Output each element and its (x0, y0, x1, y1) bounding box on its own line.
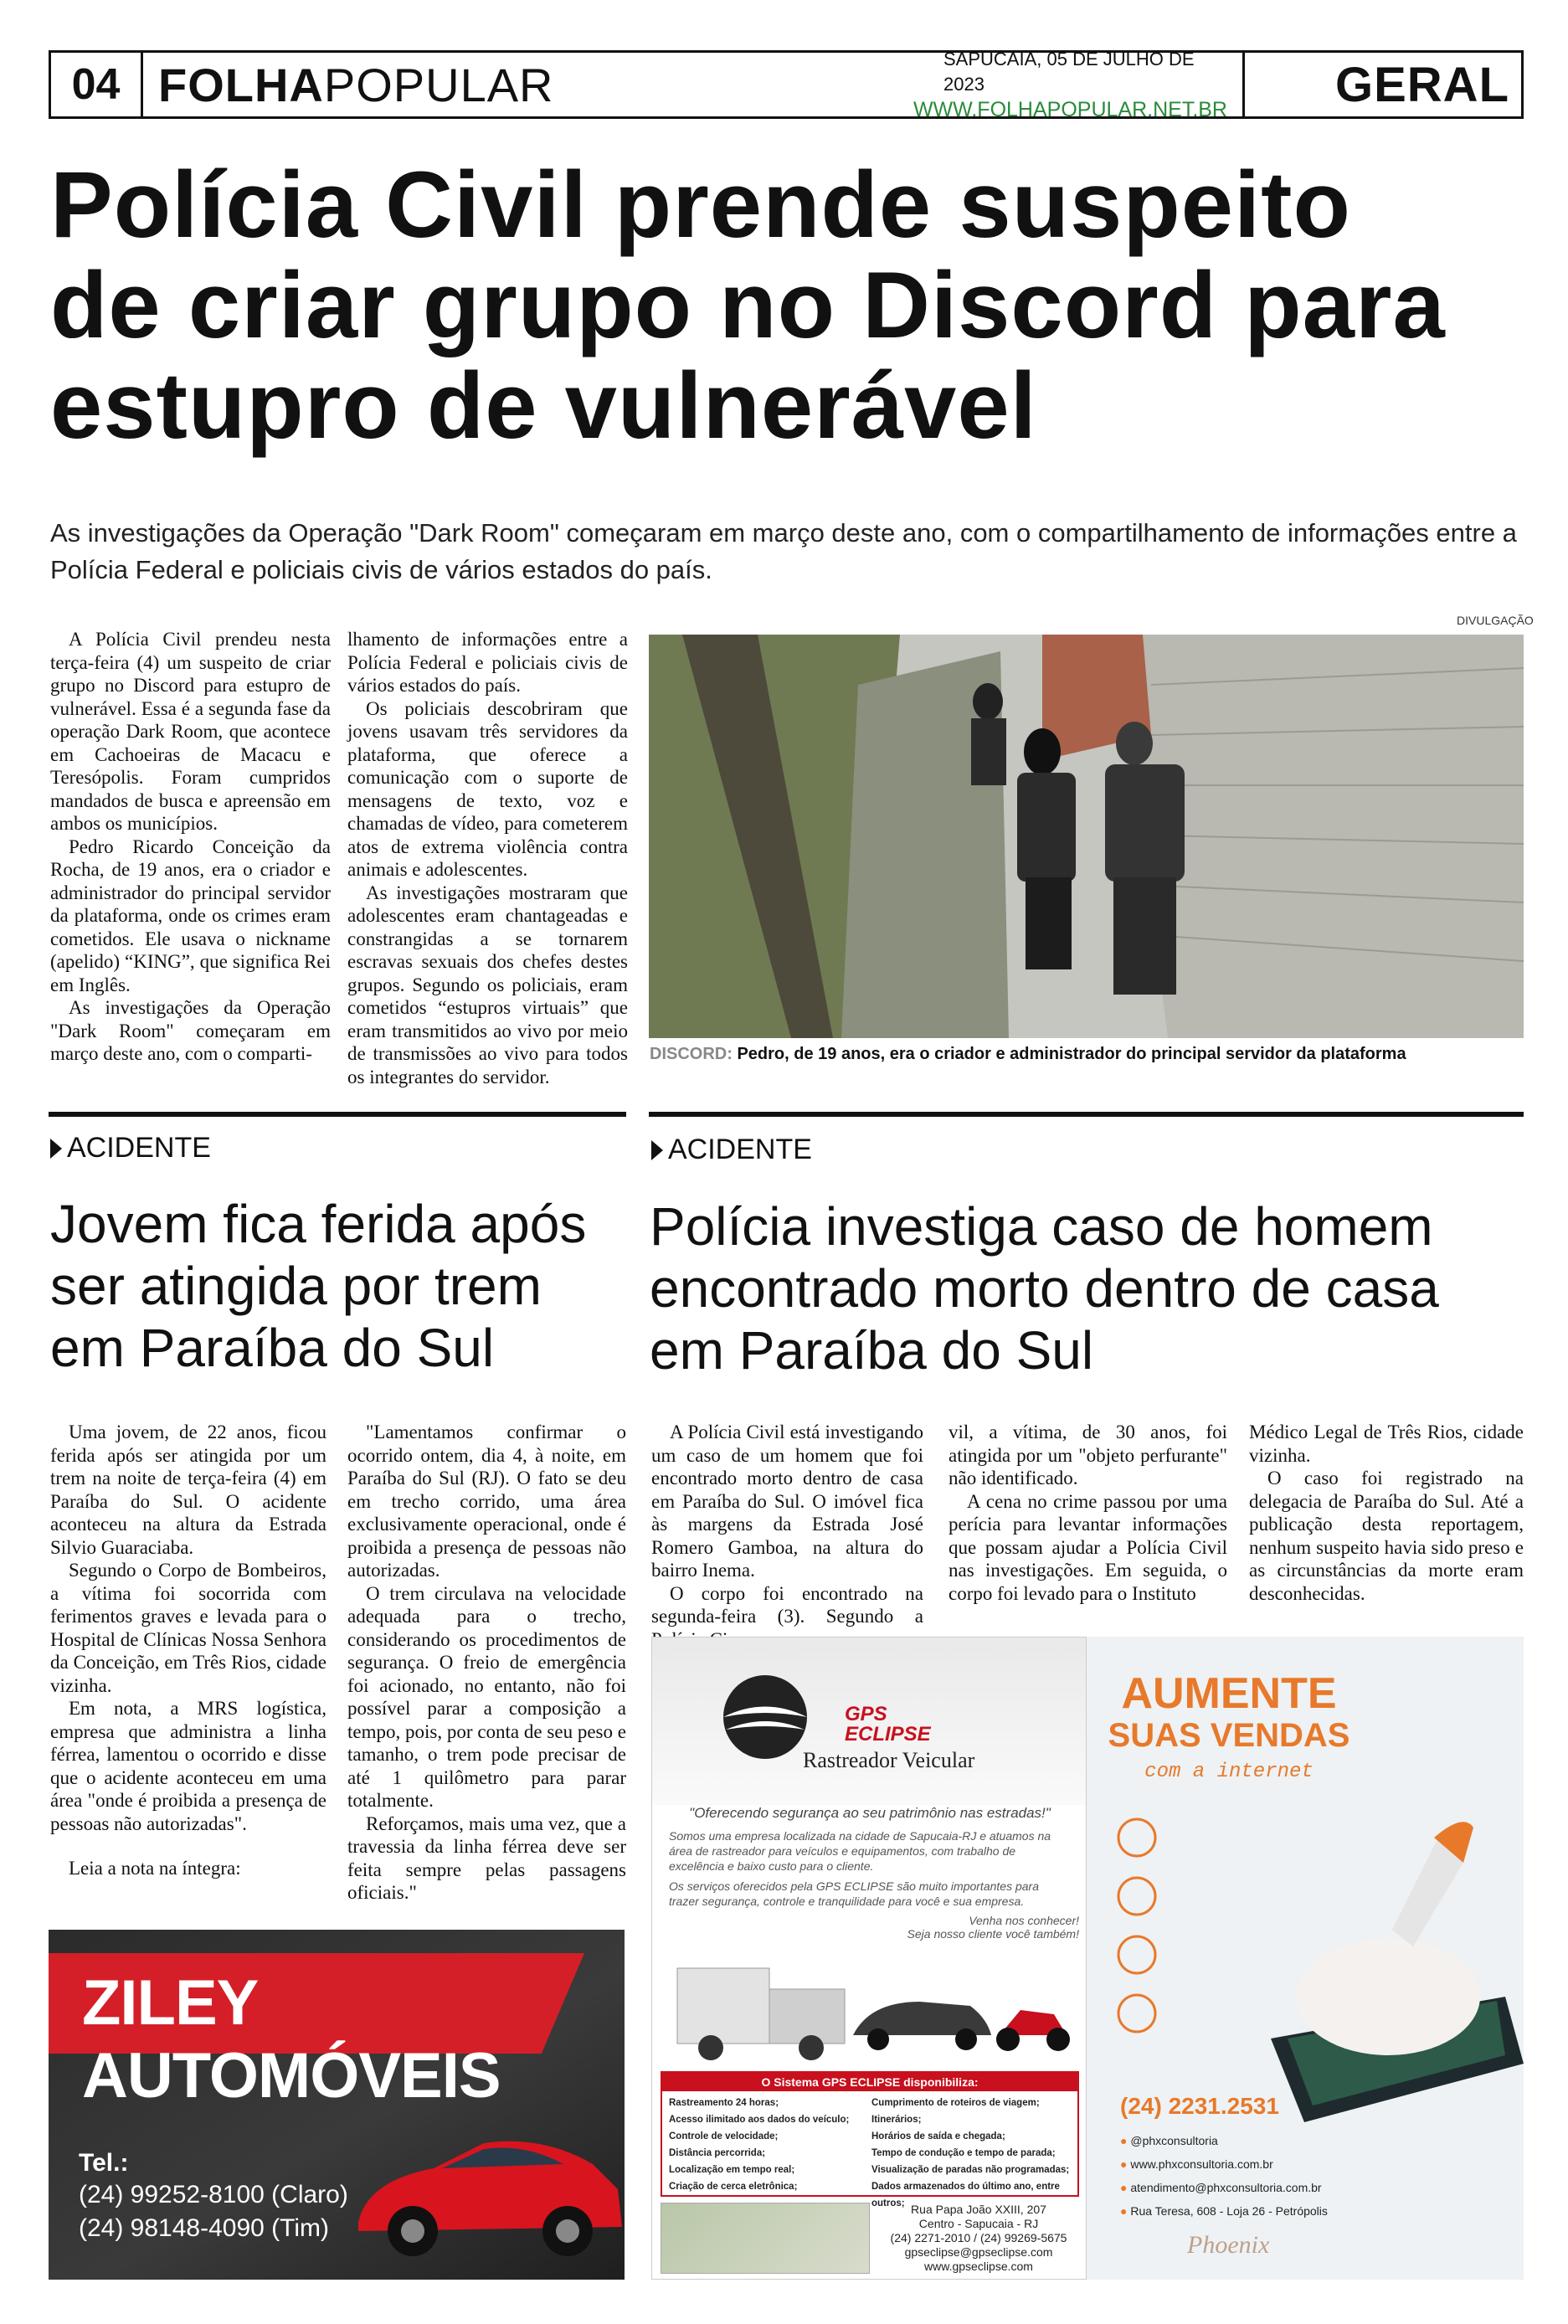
kicker-right (651, 1134, 812, 1166)
edition-date: SAPUCAIA, 05 DE JULHO DE 2023 (943, 49, 1195, 95)
paragraph: Médico Legal de Três Rios, cidade vizinha. (1249, 1422, 1524, 1466)
feature-item: Rastreamento 24 horas; (669, 2098, 779, 2108)
paragraph: A Polícia Civil prendeu nesta terça-feira (4) um suspeito de criar grupo no Discord para estupro de vulnerável. Essa é a segunda fase da operação Dark Room, que acontece em Cachoeiras de Macacu e Teresópolis. Foram cumpridos mandados de busca e apreensão em ambos os municípios. (50, 629, 331, 834)
feature-item: Criação de cerca eletrônica; (669, 2182, 798, 2192)
paragraph: Uma jovem, de 22 anos, ficou ferida após ser atingida por um trem na noite de terça-feira (4) em Paraíba do Sul. O acidente aconteceu na altura da Estrada Silvio Guaraciaba. (50, 1422, 326, 1558)
feature-item: Cumprimento de roteiros de viagem; (871, 2098, 1040, 2108)
instagram-text: @phxconsultoria (1130, 2134, 1218, 2147)
gps-brand-line-2: ECLIPSE (845, 1723, 931, 1746)
eclipse-logo-icon (719, 1671, 811, 1763)
right-column-3 (1249, 1421, 1524, 1605)
paragraph: Em nota, a MRS logística, empresa que administra a linha férrea, lamentou o ocorrido e disse que o acidente aconteceu em uma área "onde é proibida a presença de pessoas não autorizadas". (50, 1698, 326, 1834)
paragraph: O trem circulava na velocidade adequada para o trecho, considerando os procedimentos de segurança. O freio de emergência foi acionado, no entanto, não foi possível parar a composição a tempo, pois, por conta de seu peso e tamanho, o trem pode precisar de até 1 quilômetro para parar totalmente. (347, 1582, 626, 1811)
ziley-ad[interactable] (49, 1930, 625, 2280)
paragraph: Reforçamos, mais uma vez, que a travessia da linha férrea deve ser feita sempre pelas passagens oficiais." (347, 1812, 626, 1903)
vehicles-illustration (669, 1943, 1071, 2069)
section-divider (649, 1112, 1524, 1117)
laptop-rocket-illustration (1254, 1787, 1524, 2147)
kicker-left (50, 1132, 211, 1165)
paragraph: Segundo o Corpo de Bombeiros, a vítima foi socorrida com ferimentos graves e levada para o Hospital de Clínicas Nossa Senhora da Conceição, em Três Rios, cidade vizinha. (50, 1560, 326, 1696)
section-divider (49, 1112, 626, 1117)
page-number: 04 (51, 53, 143, 116)
instagram-handle (1120, 2129, 1328, 2152)
gps-website: www.gpseclipse.com (924, 2260, 1033, 2273)
gps-subtitle: Rastreador Veicular (803, 1748, 975, 1772)
phoenix-logo: Phoenix (1187, 2231, 1270, 2259)
gps-contact (878, 2203, 1079, 2274)
marketing-icons (1112, 1812, 1162, 2047)
chart-icon (1118, 1819, 1155, 1856)
phx-title-1: AUMENTE (1121, 1669, 1337, 1718)
main-lead: As investigações da Operação "Dark Room" começaram em março deste ano, com o compartilhamento de informações entre a Polícia Federal e policiais civis de vários estados do país. (50, 518, 1517, 584)
red-car-icon (342, 2122, 625, 2273)
feature-item: Dados armazenados do último ano, entre outros; (871, 2182, 1060, 2208)
kicker-label: ACIDENTE (668, 1134, 812, 1165)
left-column-2 (347, 1421, 626, 1905)
feature-item: Visualização de paradas não programadas; (871, 2165, 1070, 2175)
gps-address-2: Centro - Sapucaia - RJ (918, 2217, 1039, 2230)
masthead (49, 50, 1524, 119)
feature-item: Acesso ilimitado aos dados do veículo; (669, 2115, 850, 2125)
caption-tag: DISCORD: (650, 1045, 733, 1063)
gps-brand (845, 1704, 931, 1745)
website-link[interactable]: WWW.FOLHAPOPULAR.NET.BR (913, 98, 1227, 121)
section-name: GERAL (1335, 57, 1509, 112)
feature-item: Distância percorrida; (669, 2148, 766, 2158)
phx-contacts (1120, 2129, 1328, 2223)
gps-address-1: Rua Papa João XXIII, 207 (911, 2203, 1046, 2216)
gps-invite (878, 1914, 1079, 1941)
arrest-photo (649, 635, 1524, 1038)
paragraph: Os policiais descobriram que jovens usavam três servidores da plataforma, que oferece a comunicação com o suporte de mensagens de texto, voz e chamadas de vídeo, para cometerem atos de extrema violência contra animais e adolescentes. (347, 697, 628, 880)
paragraph: A cena no crime passou por uma perícia para levantar informações que possam ajudar a Polícia Civil nas investigações. Em seguida, o corpo foi levado para o Instituto (949, 1490, 1227, 1604)
feature-item: Localização em tempo real; (669, 2165, 795, 2175)
right-headline: Polícia investiga caso de homem encontrado morto dentro de casa em Paraíba do Sul (650, 1196, 1439, 1381)
instagram-icon: ● (1120, 2134, 1128, 2147)
gps-features-left (669, 2095, 870, 2195)
paragraph: As investigações mostraram que adolescentes eram chantageadas e constrangidas a se tornarem escravas sexuais dos chefes destes grupos. Segundo os policiais, eram cometidos “estupros virtuais” que eram transmitidos ao vivo por meio de transmissões ao vivo para todos os integrantes do servidor. (347, 882, 628, 1087)
phx-address (1120, 2199, 1328, 2223)
paragraph: O corpo foi encontrado na segunda-feira (3). Segundo a (651, 1582, 923, 1627)
brand-light: POPULAR (323, 58, 554, 111)
brand-bold: FOLHA (158, 58, 324, 111)
megaphone-icon (1118, 1936, 1155, 1973)
gps-intro: Somos uma empresa localizada na cidade de Sapucaia-RJ e atuamos na área de rastreador para veículos e equipamentos, com trabalho de excelência e baixo custo para o cliente. (669, 1829, 1051, 1873)
feature-item: Horários de saída e chegada; (871, 2131, 1005, 2141)
phx-address-text: Rua Teresa, 608 - Loja 26 - Petrópolis (1130, 2204, 1328, 2218)
phx-website (1120, 2152, 1328, 2176)
paragraph: "Lamentamos confirmar o ocorrido ontem, dia 4, à noite, em Paraíba do Sul (RJ). O fato se deu em trecho corrido, uma área exclusivamente operacional, onde é proibida a presença de pessoas não autorizadas. (347, 1422, 626, 1581)
ziley-brand-name: ZILEY AUTOMÓVEIS (82, 1967, 501, 2111)
newspaper-brand (143, 53, 943, 116)
gps-features-title: O Sistema GPS ECLIPSE disponibiliza: (662, 2073, 1077, 2091)
map-thumbnail (661, 2203, 870, 2274)
ziley-tel-label: Tel.: (79, 2149, 129, 2177)
caption-text: Pedro, de 19 anos, era o criador e administrador do principal servidor da plataforma (737, 1045, 1406, 1063)
ziley-phone-2: (24) 98148-4090 (Tim) (79, 2214, 330, 2242)
paragraph: lhamento de informações entre a Polícia Federal e policiais civis de vários estados do país. (347, 629, 628, 696)
triangle-icon (651, 1140, 663, 1160)
main-column-1 (50, 628, 331, 1066)
photo-caption (650, 1045, 1524, 1064)
gps-invite-1: Venha nos conhecer! (969, 1914, 1079, 1927)
gps-features-right (871, 2095, 1077, 2212)
triangle-icon (50, 1139, 62, 1159)
phx-email (1120, 2176, 1328, 2199)
gps-phones: (24) 2271-2010 / (24) 99269-5675 (890, 2231, 1067, 2244)
feature-item: Itinerários; (871, 2115, 922, 2125)
left-column-1 (50, 1421, 326, 1880)
phx-title-2: SUAS VENDAS (1108, 1717, 1350, 1754)
paragraph: O caso foi registrado na delegacia de Paraíba do Sul. Até a publicação desta reportagem, nenhum suspeito havia sido preso e as circunstâncias da morte eram desconhecidas. (1249, 1468, 1524, 1604)
paragraph: Leia a nota na íntegra: (69, 1858, 241, 1879)
phx-phone: (24) 2231.2531 (1120, 2093, 1279, 2119)
photo-credit: DIVULGAÇÃO (1457, 614, 1534, 627)
masthead-date-block (913, 49, 1245, 121)
feature-item: Controle de velocidade; (669, 2131, 779, 2141)
main-headline: Polícia Civil prende suspeito de criar grupo no Discord para estupro de vulnerável (50, 152, 1446, 458)
paragraph: As investigações da Operação "Dark Room" começaram em março deste ano, com o comparti- (50, 997, 331, 1064)
target-icon (1118, 1878, 1155, 1915)
phx-ad[interactable] (1087, 1637, 1524, 2280)
gps-invite-2: Seja nosso cliente você também! (907, 1927, 1079, 1941)
paragraph: A Polícia Civil está investigando um caso de um homem que foi encontrado morto dentro de casa em Paraíba do Sul. O imóvel fica às margens da Estrada José Romero Gamboa, na altura do bairro Inema. (651, 1422, 923, 1581)
phx-website-text: www.phxconsultoria.com.br (1130, 2157, 1273, 2171)
ziley-phone-1: (24) 99252-8100 (Claro) (79, 2181, 348, 2208)
feature-item: Tempo de condução e tempo de parada; (871, 2148, 1056, 2158)
gps-slogan: "Oferecendo segurança ao seu patrimônio nas estradas!" (689, 1805, 1051, 1821)
paragraph: Pedro Ricardo Conceição da Rocha, de 19 anos, era o criador e administrador do principal servidor da plataforma, onde os crimes eram cometidos. Ele usava o nickname (apelido) “KING”, que significa Rei em Inglês. (50, 836, 331, 995)
gps-brand-line-1: GPS (845, 1703, 887, 1725)
right-column-2 (949, 1421, 1227, 1605)
right-column-1 (651, 1421, 923, 1651)
gps-services-text: Os serviços oferecidos pela GPS ECLIPSE são muito importantes para trazer segurança, controle e tranquilidade para você e sua empresa. (669, 1879, 1039, 1908)
mail-icon: ● (1120, 2181, 1128, 2194)
phx-email-text: atendimento@phxconsultoria.com.br (1130, 2181, 1322, 2194)
phx-subtitle: com a internet (1144, 1761, 1314, 1783)
main-column-2 (347, 628, 628, 1088)
globe-icon: ● (1120, 2157, 1128, 2171)
lightbulb-icon (1118, 1995, 1155, 2032)
kicker-label: ACIDENTE (67, 1132, 211, 1164)
paragraph: vil, a vítima, de 30 anos, foi atingida por um "objeto perfurante" não identificado. (949, 1422, 1227, 1488)
pin-icon: ● (1120, 2204, 1128, 2218)
gps-email: gpseclipse@gpseclipse.com (904, 2245, 1053, 2259)
left-headline: Jovem fica ferida após ser atingida por trem em Paraíba do Sul (50, 1194, 587, 1378)
arrest-photo-illustration (649, 635, 1524, 1038)
gps-eclipse-ad[interactable] (651, 1637, 1087, 2280)
gps-features-box (661, 2071, 1079, 2208)
